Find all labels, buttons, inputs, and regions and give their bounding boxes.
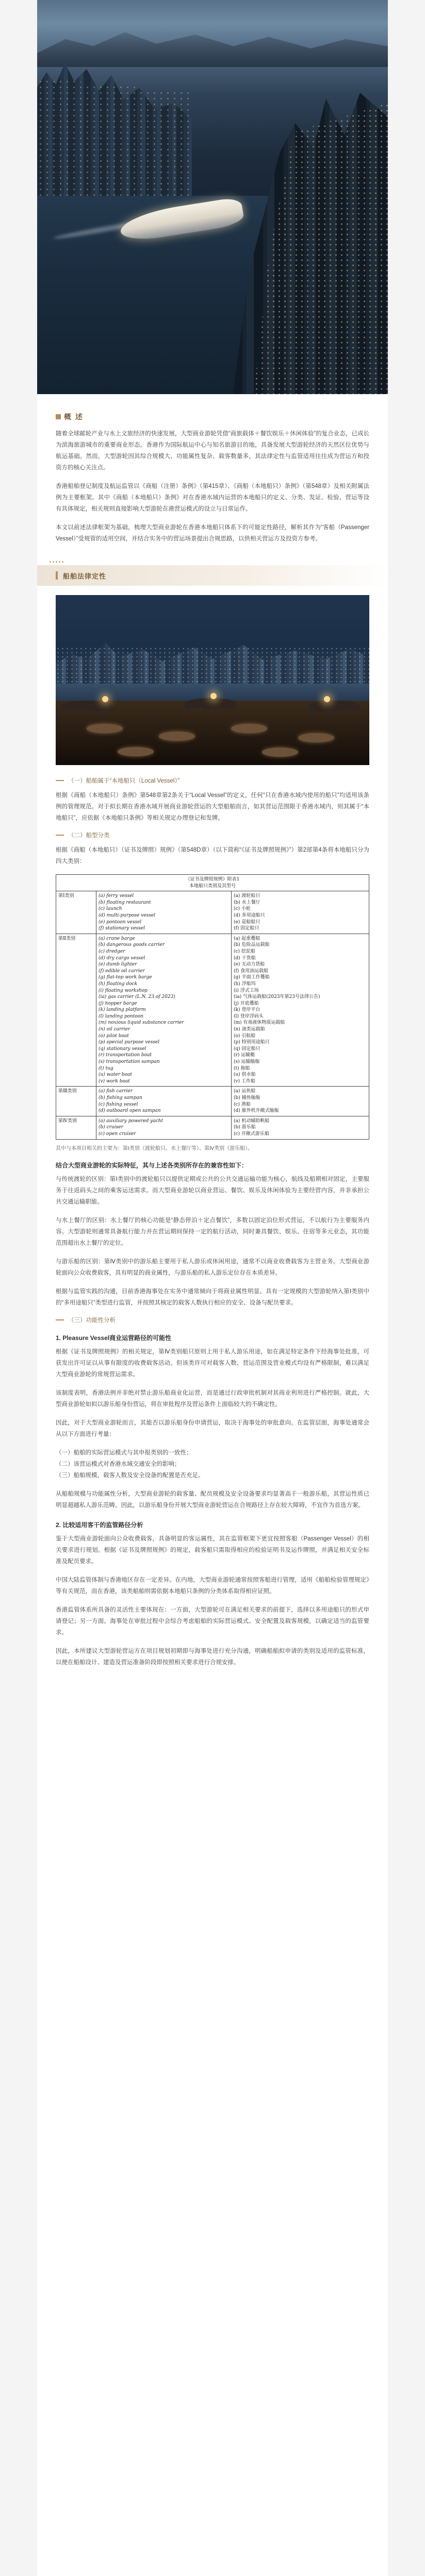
vessel-type-zh: (n) 油类运载船: [234, 1027, 265, 1032]
hero-mountains: [37, 21, 388, 67]
subsection-heading: [56, 776, 369, 785]
vessel-class-cell: 第Ⅰ类别: [56, 891, 96, 934]
vessel-types-zh-cell: [232, 891, 369, 934]
vessel-type-en: (s) transportation sampan: [99, 1059, 160, 1065]
body-paragraph: 从船舶规模与功能属性分析，大型商业游轮的载客量、配员规模及安全设备要求均显著高于一般游乐船，其营运性质已明显超越私人游乐范畴。因此，以游乐船身份开展大型商业游轮营运在合规路径上存在较大障碍，不宜作为首选方案。: [56, 1490, 369, 1509]
subsection-title: （三）功能性分析: [68, 1317, 116, 1324]
photo-umbrella: [308, 701, 360, 711]
subsection-title: （一）船舶属于“本地船只（Local Vessel）”: [68, 778, 179, 784]
photo-umbrella: [61, 701, 112, 711]
vessel-type-en: (d) dry cargo vessel: [99, 955, 145, 961]
vessel-type-en: (c) launch: [99, 906, 122, 912]
overview-title: 概 述: [64, 413, 84, 421]
vessel-type-zh: (s) 运输舢舨: [234, 1059, 260, 1065]
vessel-type-zh: (b) 游乐船: [234, 1125, 256, 1130]
vessel-type-en: (v) work boat: [99, 1078, 130, 1084]
body-paragraph: 香港监管体系所具备的灵活性主要体现在：一方面，大型游轮可在满足相关要求的前提下，选择以多用途船只的形式申请登记；另一方面，海事处在审批过程中会综合考虑船舶的实际营运模式、安全配置及载客规模，以确定适当的监管要求。: [56, 1606, 369, 1636]
vessel-type-en: (b) dangerous goods carrier: [99, 942, 165, 948]
vessel-type-zh: (a) 运鱼船: [234, 1089, 256, 1094]
photo-table: [262, 748, 298, 757]
article-page: [37, 0, 388, 2576]
vessel-type-zh: (j) 开底躉船: [234, 1001, 259, 1006]
vessel-type-en: (b) fishing sampan: [99, 1095, 142, 1100]
decorative-dots: [50, 561, 70, 566]
vessel-type-en: (a) auxiliary powered yacht: [99, 1118, 164, 1124]
harbour-restaurant-photo: [56, 595, 369, 765]
vessel-type-zh: (c) 开敞式游乐船: [234, 1131, 269, 1137]
vessel-type-zh: (a) 渡轮船只: [234, 893, 260, 899]
vessel-type-en: (d) multi-purpose vessel: [99, 912, 156, 918]
body-paragraph: 根据与监管实践的沟通，目前香港海事处在实务中通常倾向于将商业属性明显、具有一定规模的大型游轮纳入第Ⅰ类别中的“多用途船只”类型进行监管，并按照其核定的载客人数执行相应的安全、设备与配员要求。: [56, 1288, 369, 1306]
vessel-type-en: (h) floating dock: [99, 981, 138, 987]
vessel-type-zh: (t) 拖船: [234, 1065, 250, 1071]
vessel-type-zh: (ia) 气体运载船(2023年第23号法律公告): [234, 994, 320, 1000]
overview-paragraph: 随着全球邮轮产业与水上文旅经济的快速发展，大型商业游轮凭借“商旅载体＋餐饮娱乐＋休闲体验”的复合业态，已成长为滨海旅游城市的重要商业形态。香港作为国际航运中心与知名旅游目的地，具备发展大型游轮经济的天然区位优势与航运基础。然而，大型游轮因其综合规模大、功能属性复杂、载客数量多，其法律定性与监管适用往往成为营运方和投资方的核心关注点。: [56, 431, 369, 471]
vessel-type-en: (u) water boat: [99, 1072, 133, 1078]
subsection-heading: [56, 1316, 369, 1324]
vessel-type-zh: (i) 浮式工场: [234, 988, 259, 993]
overview-heading: [56, 412, 369, 422]
vessel-type-en: (i) floating workshop: [99, 988, 148, 993]
table-row: [56, 1116, 369, 1139]
vessel-type-en: (b) cruiser: [99, 1125, 123, 1130]
vessel-type-zh: (v) 工作船: [234, 1078, 255, 1084]
vessel-type-zh: (f) 固定船只: [234, 926, 259, 931]
section-content: [37, 595, 388, 1668]
vessel-type-en: (c) open cruiser: [99, 1131, 136, 1137]
subheading-bar-icon: [56, 835, 64, 836]
vessel-type-zh: (d) 舷外机开敞式舢舨: [234, 1108, 279, 1114]
vessel-type-en: (ia) gas carrier (L.N. 23 of 2023): [99, 994, 175, 1000]
vessel-type-en: (o) pilot boat: [99, 1033, 129, 1039]
bold-heading: 2. 比较适用客干的监管路径分析: [56, 1521, 143, 1529]
section-title: 船舶法律定性: [63, 572, 107, 580]
vessel-type-zh: (r) 运输艇: [234, 1053, 255, 1058]
vessel-type-en: (k) landing platform: [99, 1007, 146, 1013]
overview-paragraph: 本文以前述法律框架为基础，梳理大型商业游轮在香港本地船只体系下的可能定性路径，解析其作为“客船（Passenger Vessel）”受规管的适用空间，并结合实务中的营运场景提出合规思路，以供相关营运方及投资方参考。: [56, 524, 369, 542]
vessel-type-en: (m) noxious liquid substance carrier: [99, 1020, 184, 1026]
table-row: [56, 891, 369, 934]
vessel-type-en: (e) dumb lighter: [99, 962, 137, 968]
photo-table: [118, 747, 154, 756]
vessel-type-en: (d) outboard open sampan: [99, 1108, 161, 1114]
vessel-type-en: (a) crane barge: [99, 936, 135, 941]
table-row: [56, 1087, 369, 1116]
body-paragraph: 与游乐船的区别：第Ⅳ类别中的游乐船主要用于私人游乐或休闲用途，通常不以商业收费载客为主营业务。大型商业游轮面向公众收费载客，具有明显的商业属性，与游乐船的私人游乐定位存在本质差异。: [56, 1258, 369, 1276]
vessel-types-zh-cell: [232, 1087, 369, 1116]
body-paragraph: 因此，本所建议大型游轮营运方在项目规划初期即与海事处进行充分沟通，明确船舶拟申请的类别及适用的监管标准，以便在船舶设计、建造及营运准备阶段即按照相关要求进行合规安排。: [56, 1648, 369, 1666]
vessel-type-en: (r) transportation boat: [99, 1053, 152, 1058]
body-paragraph: 该制度表明，香港法例并非绝对禁止游乐船商业化运营，而是通过行政审批机制对其商业利用进行严格控制。就此，大型商业游轮如拟以游乐船身份营运，将在审批程序及营运条件上面临较大的不确定性。: [56, 1389, 369, 1408]
body-paragraph: 根据《商船（本地船只）（证书及牌照）规例》（第548D章）（以下简称“《证书及牌照规例》”）第2部第4条将本地船只分为四大类别：: [56, 847, 369, 865]
vessel-type-zh: (d) 干货船: [234, 955, 256, 961]
vessel-type-en: (l) landing pontoon: [99, 1013, 144, 1019]
vessel-type-zh: (e) 无动力货船: [234, 962, 265, 968]
body-paragraph: 中国大陆监管体制与香港地区存在一定差异。在内地，大型商业游轮通常按照客船进行管理，适用《船舶检验管理规定》等有关规范，而在香港，该类船舶则需依据本地船只条例的分类体系取得相应证照。: [56, 1577, 369, 1595]
vessel-type-en: (c) dredger: [99, 948, 125, 954]
list-item: （二）该营运模式对香港水域交通安全的影响；: [56, 1461, 181, 1467]
bold-heading: 1. Pleasure Vessel商业运营路径的可能性: [56, 1334, 172, 1342]
vessel-type-zh: (a) 起重躉船: [234, 936, 260, 941]
photo-skyline-lights: [56, 647, 369, 688]
subheading-bar-icon: [56, 780, 64, 781]
bold-heading: 结合大型商业游轮的实际特征，其与上述各类别所存在的兼容性如下：: [56, 1161, 248, 1169]
hero-city-right-lights: [254, 103, 388, 394]
list-item: （三）船舶规模、载客人数及安全设备的配置是否充足。: [56, 1472, 204, 1479]
vessel-type-zh: (q) 固定船只: [234, 1046, 260, 1052]
vessel-type-zh: (l) 登岸浮码头: [234, 1013, 264, 1019]
body-paragraph: 根据《商船（本地船只）条例》第548章第2条关于“Local Vessel”的定义，任何“只在香港水域内使用的船只”均适用该条例的管理规范。对于拟长期在香港水域开展商业游轮营运的大型船舶而言，如其营运范围限于香港水域内，则其属于“本地船只”，应依据《本地船只条例》等相关规定办理登记和发牌。: [56, 792, 369, 821]
vessel-class-cell: 第Ⅲ类别: [56, 1087, 96, 1116]
table-footnote: 其中与本项目相关的主要为：第Ⅰ类别（渡轮船只、水上餐厅等）、第Ⅳ类别（游乐船）。: [56, 1145, 253, 1151]
section-band: [37, 565, 388, 586]
vessel-type-en: (f) edible oil carrier: [99, 968, 145, 974]
photo-lamp: [210, 693, 217, 699]
vessel-type-en: (f) stationary vessel: [99, 926, 145, 931]
vessel-type-en: (e) pontoon vessel: [99, 919, 142, 925]
body-paragraph: 根据《证书及牌照规例》的相关规定，第Ⅳ类别船只原则上用于私人游乐用途，如在满足特定条件下经海事处批准，可获发出许可证以从事有限度的收费载客活动。但该类许可对载客人数、营运范围及营业模式均设有严格限制，难以满足大型商业游轮的常规营运需求。: [56, 1348, 369, 1378]
vessel-type-zh: (c) 渔船: [234, 1101, 251, 1107]
vessel-type-zh: (c) 挖泥船: [234, 948, 255, 954]
article-content: [37, 412, 388, 545]
table-caption-subtitle: 本地船只类别及其型号: [189, 883, 236, 889]
body-paragraph: 因此，对于大型商业游轮而言，其能否以游乐船身份申请营运，取决于海事处的审批意向。在监管层面，海事处通常会从以下方面进行考量：: [56, 1419, 369, 1437]
vessel-types-en-cell: [96, 1116, 232, 1139]
criteria-list: [56, 1447, 369, 1481]
vessel-types-zh-cell: [232, 934, 369, 1087]
band-tick-icon: [56, 571, 58, 580]
photo-table: [231, 724, 267, 733]
vessel-type-zh: (p) 特别用途船只: [234, 1040, 270, 1045]
photo-umbrella: [185, 698, 236, 708]
vessel-type-en: (a) fish carrier: [99, 1089, 133, 1094]
vessel-type-zh: (b) 水上餐厅: [234, 900, 260, 905]
hero-harbour-cruise-image: [37, 0, 388, 394]
vessel-types-en-cell: [96, 1087, 232, 1116]
vessel-type-zh: (e) 趸船船只: [234, 919, 260, 925]
body-paragraph: 与水上餐厅的区别：水上餐厅的核心功能是“静态停泊＋定点餐饮”，多数以固定泊位形式营运，不以航行为主要服务内容。大型游轮则通常具备航行能力并在营运期间保持一定的航行活动，同时兼具餐饮、娱乐、住宿等多元业态，其功能范围超出水上餐厅的定位。: [56, 1217, 369, 1246]
photo-lamp: [324, 696, 330, 702]
vessel-class-cell: 第Ⅳ类别: [56, 1116, 96, 1139]
vessel-type-zh: (d) 多用途船只: [234, 912, 265, 918]
subsection-title: （二）船型分类: [68, 833, 110, 839]
table-caption-title: 《证书及牌照规例》附表1: [185, 877, 240, 882]
vessel-type-en: (n) oil carrier: [99, 1027, 130, 1032]
vessel-type-en: (t) tug: [99, 1065, 113, 1071]
vessel-type-zh: (u) 供水船: [234, 1072, 256, 1078]
vessel-type-zh: (g) 平面工作躉船: [234, 975, 270, 980]
photo-lamp: [102, 696, 108, 702]
vessel-type-en: (q) stationary vessel: [99, 1046, 146, 1052]
vessel-types-zh-cell: [232, 1116, 369, 1139]
vessel-class-cell: 第Ⅱ类别: [56, 934, 96, 1087]
vessel-class-table: [56, 874, 369, 1151]
photo-table: [159, 732, 195, 741]
vessel-type-zh: (f) 食用油运载船: [234, 968, 269, 974]
vessel-type-zh: (k) 登岸平台: [234, 1007, 260, 1013]
vessel-type-en: (c) fishing vessel: [99, 1101, 138, 1107]
table-caption: [56, 875, 369, 891]
overview-paragraph: 香港船舶登记制度及航运监管以《商船（注册）条例》（第415章）、《商船（本地船只）条例》（第548章）及相关附属法例为主要框架。其中《商船（本地船只）条例》对在香港水域内运营的本地船只的定义、分类、发证、检验、营运等设有具体规定，相关规则直接影响大型游轮在港营运模式的设立与日常运作。: [56, 483, 369, 512]
list-item: （一）船舶的实际营运模式与其申报类别的一致性；: [56, 1449, 192, 1456]
subheading-bar-icon: [56, 1319, 64, 1320]
heading-square-icon: [56, 414, 61, 419]
vessel-type-zh: (b) 捕鱼舢舨: [234, 1095, 260, 1100]
vessel-type-en: (p) special purpose vessel: [99, 1040, 160, 1045]
subsection-heading: [56, 831, 369, 839]
vessel-type-zh: (m) 有毒液体物质运载船: [234, 1020, 285, 1026]
vessel-type-zh: (b) 危险品运载船: [234, 942, 270, 948]
vessel-type-zh: (a) 机动辅助帆船: [234, 1118, 270, 1124]
vessel-type-en: (b) floating restaurant: [99, 900, 151, 905]
vessel-type-zh: (h) 浮船坞: [234, 981, 256, 987]
vessel-types-en-cell: [96, 891, 232, 934]
table-row: [56, 934, 369, 1087]
vessel-type-zh: (o) 引航船: [234, 1033, 256, 1039]
body-paragraph: 与传统渡轮的区别：第Ⅰ类别中的渡轮船只以提供定期或公共的公共交通运输功能为核心，航线及船期相对固定，主要服务于往返码头之间的乘客运送需求。而大型商业游轮以商业营运、餐饮、娱乐及休闲体验为主要经营内容，并非承担公共交通运输职能。: [56, 1176, 369, 1205]
body-paragraph: 鉴于大型商业游轮面向公众收费载客，具备明显的客运属性，其在监管框架下更宜按照客船（Passenger Vessel）的相关要求进行规划。根据《证书及牌照规例》的规定，载客船只需取得相应的检验证明书及运作牌照，并满足相关安全标准及配员要求。: [56, 1535, 369, 1565]
vessel-types-en-cell: [96, 934, 232, 1087]
vessel-type-en: (g) flat-top work barge: [99, 975, 152, 980]
photo-table: [298, 733, 334, 742]
vessel-type-en: (a) ferry vessel: [99, 893, 134, 899]
vessel-type-en: (j) hopper barge: [99, 1001, 137, 1006]
vessel-type-zh: (c) 小轮: [234, 906, 251, 912]
photo-table: [87, 724, 123, 733]
